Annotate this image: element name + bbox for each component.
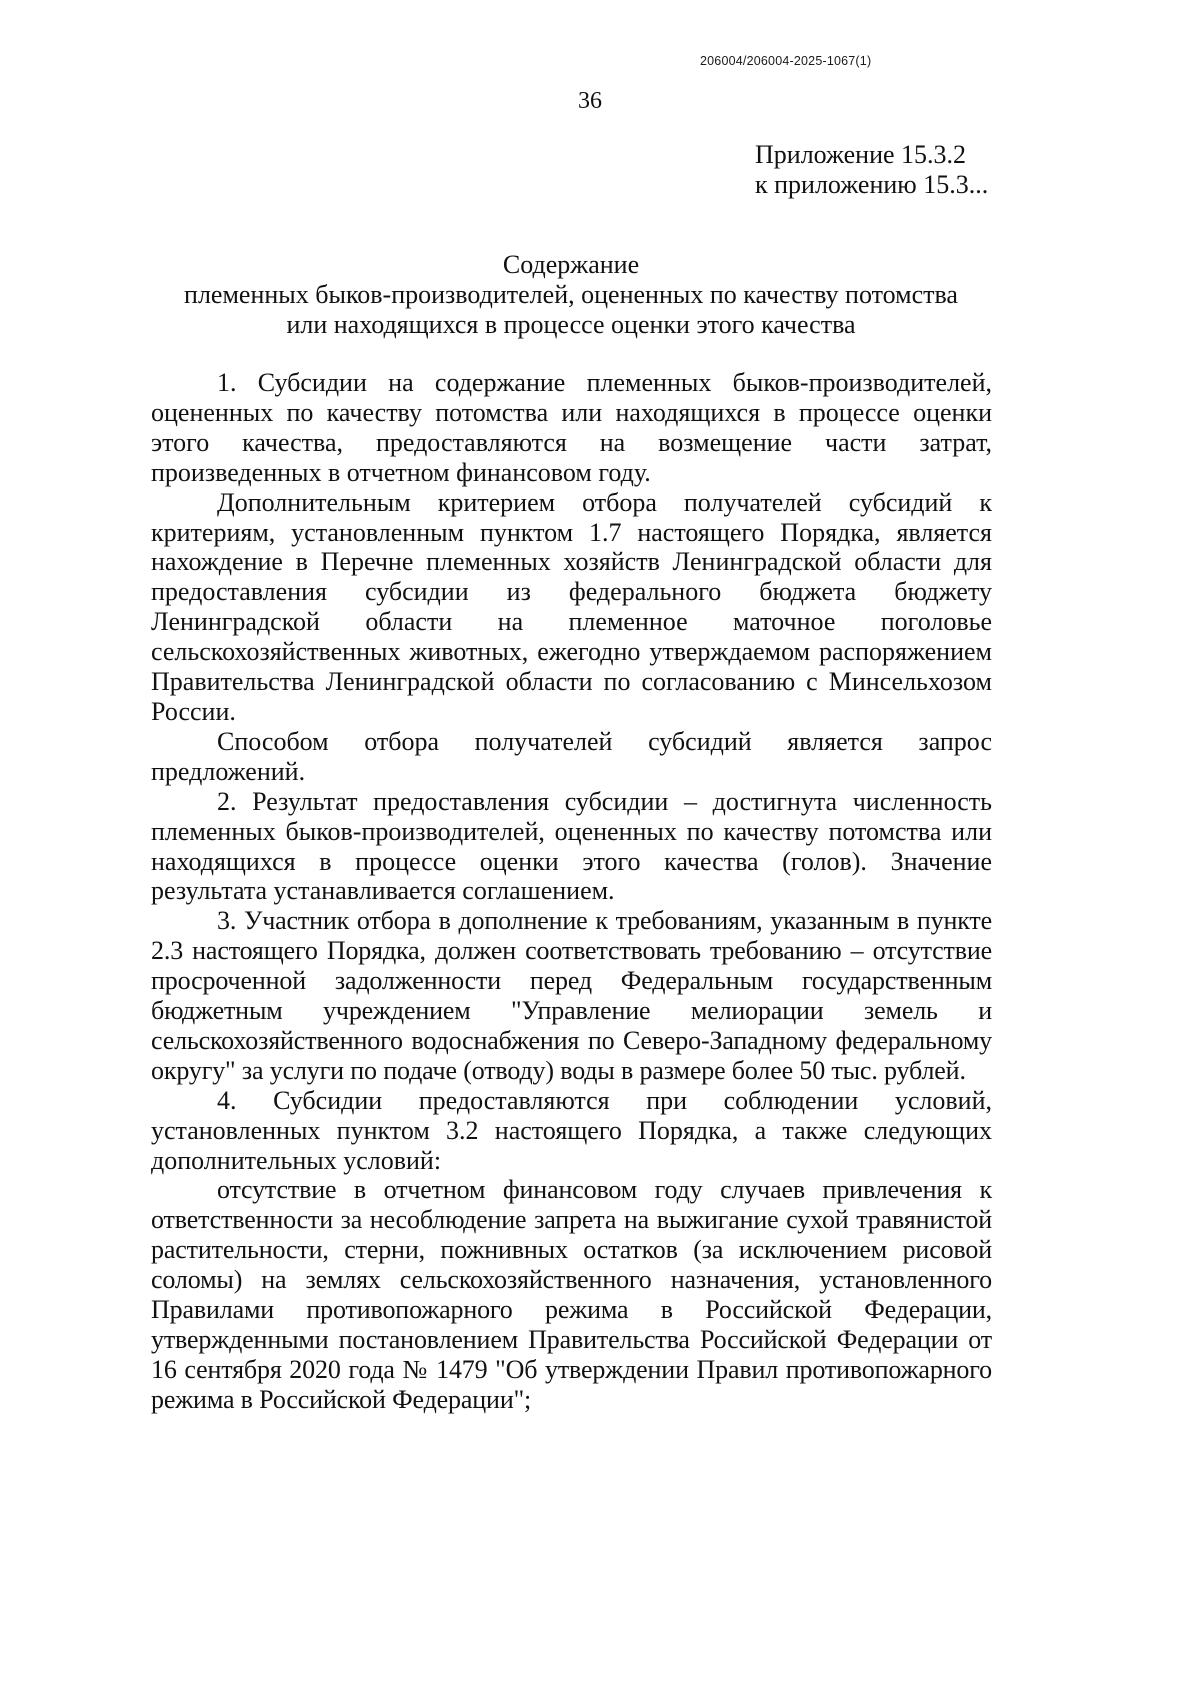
paragraph-2: Дополнительным критерием отбора получателей субсидий к критериям, установленным пунктом 1.7 настоящего Порядка, является нахождение в Перечне племенных хозяйств Ленинградской области для предоставления субсидии из федерального бюджета бюджету Ленинградской области на племенное маточное поголовье сельскохозяйственных животных, ежегодно утверждаемом распоряжением Правительства Ленинградской области по согласованию с Минсельхозом России.	[151, 487, 992, 726]
page-number: 36	[578, 88, 602, 114]
paragraph-5: 3. Участник отбора в дополнение к требованиям, указанным в пункте 2.3 настоящего Порядка, должен соответствовать требованию – отсутствие просроченной задолженности перед Федеральным государственным бюджетным учреждением "Управление мелиорации земель и сельскохозяйственного водоснабжения по Северо-Западному федеральному округу" за услуги по подаче (отводу) воды в размере более 50 тыс. рублей.	[151, 906, 992, 1085]
appendix-line-2: к приложению 15.3...	[755, 170, 989, 199]
document-id: 206004/206004-2025-1067(1)	[700, 54, 872, 68]
paragraph-6: 4. Субсидии предоставляются при соблюдении условий, установленных пунктом 3.2 настоящего Порядка, а также следующих дополнительных условий:	[151, 1085, 992, 1175]
paragraph-4: 2. Результат предоставления субсидии – достигнута численность племенных быков-производителей, оцененных по качеству потомства или находящихся в процессе оценки этого качества (голов). Значение результата устанавливается соглашением.	[151, 786, 992, 906]
paragraph-3: Способом отбора получателей субсидий является запрос предложений.	[151, 726, 992, 786]
heading-line-2: племенных быков-производителей, оцененных по качеству потомства	[184, 280, 958, 309]
section-heading	[150, 250, 992, 340]
appendix-reference	[755, 140, 1055, 200]
paragraph-1: 1. Субсидии на содержание племенных быков-производителей, оцененных по качеству потомства или находящихся в процессе оценки этого качества, предоставляются на возмещение части затрат, произведенных в отчетном финансовом году.	[151, 368, 992, 487]
paragraph-7: отсутствие в отчетном финансовом году случаев привлечения к ответственности за несоблюдение запрета на выжигание сухой травянистой растительности, стерни, пожнивных остатков (за исключением рисовой соломы) на землях сельскохозяйственного назначения, установленного Правилами противопожарного режима в Российской Федерации, утвержденными постановлением Правительства Российской Федерации от 16 сентября 2020 года № 1479 "Об утверждении Правил противопожарного режима в Российской Федерации";	[151, 1175, 992, 1414]
heading-line-1: Содержание	[502, 250, 640, 279]
appendix-line-1: Приложение 15.3.2	[755, 140, 967, 169]
document-body	[151, 368, 992, 1415]
heading-line-3: или находящихся в процессе оценки этого качества	[286, 310, 856, 339]
